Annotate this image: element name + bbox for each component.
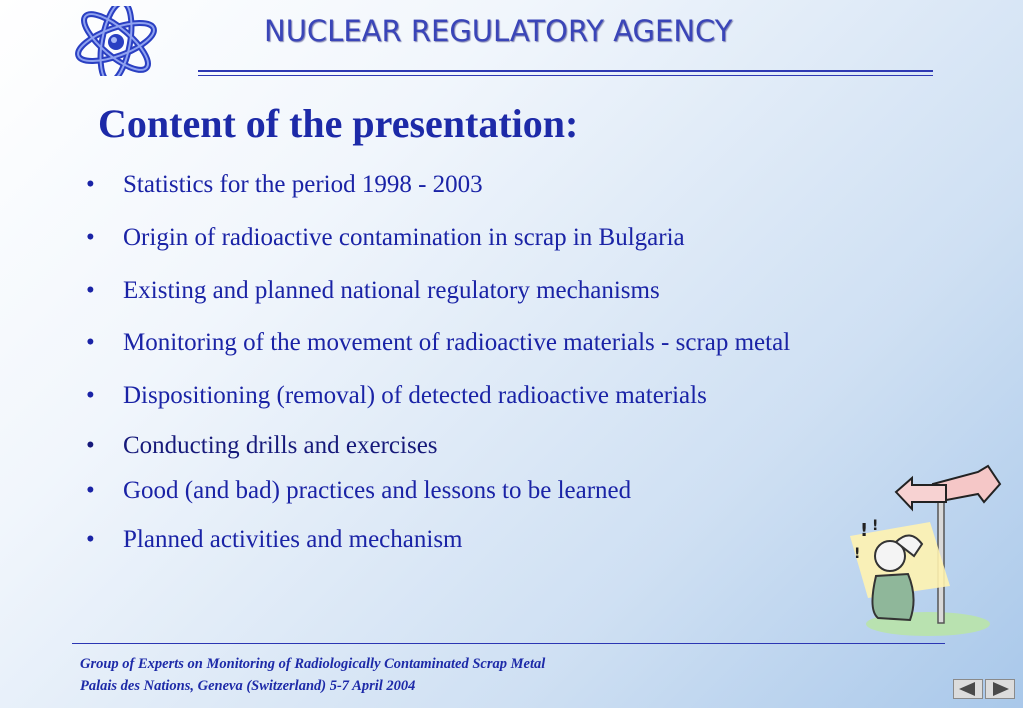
footer-line-1: Group of Experts on Monitoring of Radiologically Contaminated Scrap Metal [80,656,546,672]
bullet-symbol: • [86,277,95,304]
confused-person-signpost-icon [838,458,1003,638]
bullet-symbol: • [86,224,95,251]
previous-slide-arrow-icon[interactable] [953,679,983,699]
bullet-text: Good (and bad) practices and lessons to be learned [123,477,632,504]
bullet-symbol: • [86,526,95,553]
list-item [86,382,707,410]
bullet-text: Dispositioning (removal) of detected radioactive materials [123,382,707,409]
list-item [86,432,438,460]
agency-name: NUCLEAR REGULATORY AGENCY [264,14,733,48]
bullet-symbol: • [86,329,95,356]
bullet-symbol: • [86,477,95,504]
slide-title: Content of the presentation: [98,101,579,146]
svg-text:!: ! [872,518,879,534]
bullet-symbol: • [86,432,95,459]
svg-text:!: ! [860,520,869,541]
list-item [86,277,660,305]
list-item [86,526,463,554]
list-item [86,329,790,357]
header-rule-thin [198,75,933,76]
bullet-text: Statistics for the period 1998 - 2003 [123,171,483,198]
next-slide-arrow-icon[interactable] [985,679,1015,699]
bullet-text: Planned activities and mechanism [123,526,463,553]
atom-logo-icon [70,6,162,76]
bullet-text: Monitoring of the movement of radioactive materials - scrap metal [123,329,791,356]
svg-text:!: ! [854,546,861,562]
footer-rule [72,643,945,644]
bullet-symbol: • [86,382,95,409]
list-item [86,224,685,252]
bullet-text: Origin of radioactive contamination in scrap in Bulgaria [123,224,685,251]
footer [80,653,545,697]
list-item [86,171,483,199]
bullet-symbol: • [86,171,95,198]
header-rule [198,70,933,72]
bullet-text: Existing and planned national regulatory mechanisms [123,277,660,304]
footer-line-2: Palais des Nations, Geneva (Switzerland) 5-7 April 2004 [80,678,416,694]
bullet-text: Conducting drills and exercises [123,432,438,459]
list-item [86,477,631,505]
